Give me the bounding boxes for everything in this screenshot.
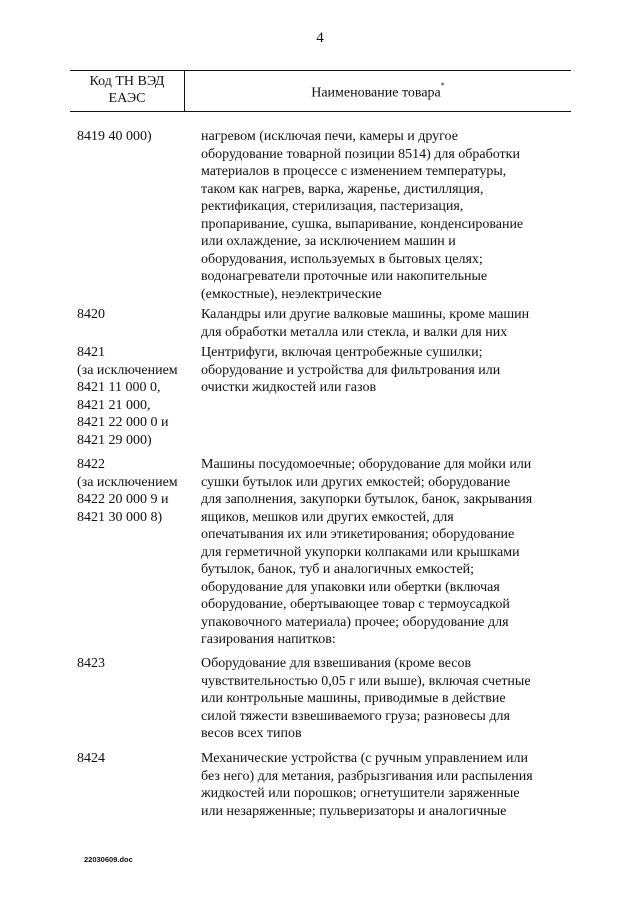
row-description: Центрифуги, включая центробежные сушилки; оборудование и устройства для фильтрования или очистки жидкостей или газов — [201, 345, 501, 395]
page-number: 4 — [316, 30, 324, 46]
header-name-footnote-mark: * — [440, 81, 445, 90]
table-header-top-rule — [70, 70, 571, 71]
header-code-column — [70, 73, 184, 107]
row-code: 8421 (за исключением 8421 11 000 0, 8421 21 000, 8421 22 000 0 и 8421 29 000) — [77, 345, 178, 448]
header-name-label: Наименование товара — [311, 85, 441, 101]
header-code-label: Код ТН ВЭД ЕАЭС — [89, 74, 165, 106]
table-header-bottom-rule — [70, 111, 571, 112]
footer-filename: 22030609.doc — [84, 855, 133, 864]
row-code: 8424 — [77, 751, 105, 766]
row-code: 8420 — [77, 307, 105, 322]
header-name-column — [185, 81, 571, 102]
row-description: Оборудование для взвешивания (кроме весов чувствительностью 0,05 г или выше), включая счетные или контрольные машины, приводимые в действие силой тяжести взвешиваемого груза; разновесы для весов всех типов — [201, 656, 531, 741]
row-description: Машины посудомоечные; оборудование для мойки или сушки бутылок или других емкостей; оборудование для заполнения, закупорки бутылок, банок, закрывания ящиков, мешков или других емкостей, для опечатывания их или этикетирования; оборудование для герметичной укупорки колпаками или крышками бутылок, банок, туб и аналогичных емкостей; оборудование для упаковки или обертки (включая оборудование, обертывающее товар с термоусадкой упаковочного материала) прочее; оборудование для газирования напитков: — [201, 457, 533, 647]
row-description: Каландры или другие валковые машины, кроме машин для обработки металла или стекла, и валки для них — [201, 307, 530, 340]
row-code: 8423 — [77, 656, 105, 671]
row-code: 8422 (за исключением 8422 20 000 9 и 8421 30 000 8) — [77, 457, 178, 525]
row-description: Механические устройства (с ручным управлением или без него) для метания, разбрызгивания или распыления жидкостей или порошков; огнетушители заряженные или незаряженные; пульверизаторы и аналогичные — [201, 751, 533, 819]
row-code: 8419 40 000) — [77, 129, 152, 144]
row-description: нагревом (исключая печи, камеры и другое оборудование товарной позиции 8514) для обработки материалов в процессе с изменением температуры, таком как нагрев, варка, жаренье, дистилляция, ректификация, стерилизация, пастеризация, пропаривание, сушка, выпаривание, конденсирование или охлаждение, за исключением машин и оборудования, используемых в бытовых целях; водонагреватели проточные или накопительные (емкостные), неэлектрические — [201, 129, 524, 302]
